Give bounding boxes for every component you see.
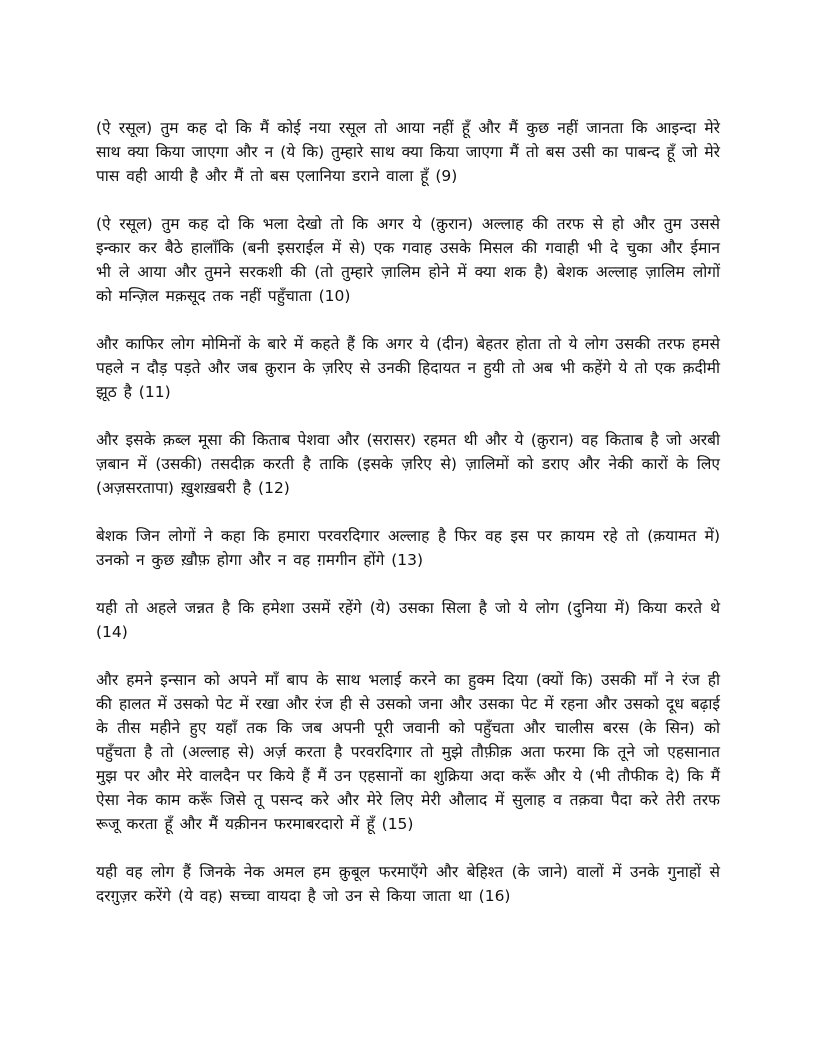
verse-paragraph-12: और इसके क़ब्ल मूसा की किताब पेशवा और (सरासर) रहमत थी और ये (क़ुरान) वह किताब है जो अरबी ज़बान में (उसकी) तसदीक़ करती है ताकि (इसके ज़रिए से) ज़ालिमों को डराए और नेकी कारों के लिए (अज़सरतापा) ख़ुशख़बरी है (12) (96, 431, 720, 497)
verse-text-block (96, 116, 720, 932)
verse-paragraph-13: बेशक जिन लोगों ने कहा कि हमारा परवरदिगार अल्लाह है फिर वह इस पर क़ायम रहे तो (क़यामत में) उनको न कुछ ख़ौफ़ होगा और न वह ग़मगीन होंगे (13) (96, 527, 720, 569)
verse-paragraph-15: और हमने इन्सान को अपने माँ बाप के साथ भलाई करने का हुक्म दिया (क्यों कि) उसकी माँ ने रंज ही की हालत में उसको पेट में रखा और रंज ही से उसको जना और उसका पेट में रहना और उसको दूध बढ़ाई के तीस महीने हुए यहाँ तक कि जब अपनी पूरी जवानी को पहुँचता और चालीस बरस (के सिन) को पहुँचता है तो (अल्लाह से) अर्ज़ करता है परवरदिगार तो मुझे तौफ़ीक़ अता फरमा कि तूने जो एहसानात मुझ पर और मेरे वालदैन पर किये हैं मैं उन एहसानों का शुक्रिया अदा करूँ और ये (भी तौफीक दे) कि मैं ऐसा नेक काम करूँ जिसे तू पसन्द करे और मेरे लिए मेरी औलाद में सुलाह व तक़वा पैदा करे तेरी तरफ रूजू करता हूँ और मैं यक़ीनन फरमाबरदारो में हूँ (15) (96, 671, 720, 833)
verse-paragraph-11: और काफिर लोग मोमिनों के बारे में कहते हैं कि अगर ये (दीन) बेहतर होता तो ये लोग उसकी तरफ हमसे पहले न दौड़ पड़ते और जब क़ुरान के ज़रिए से उनकी हिदायत न हुयी तो अब भी कहेंगे ये तो एक क़दीमी झूठ है (11) (96, 335, 720, 401)
verse-paragraph-9: (ऐ रसूल) तुम कह दो कि मैं कोई नया रसूल तो आया नहीं हूँ और मैं कुछ नहीं जानता कि आइन्दा मेरे साथ क्या किया जाएगा और न (ये कि) तुम्हारे साथ क्या किया जाएगा मैं तो बस उसी का पाबन्द हूँ जो मेरे पास वही आयी है और मैं तो बस एलानिया डराने वाला हूँ (9) (96, 119, 720, 185)
verse-paragraph-14: यही तो अहले जन्नत है कि हमेशा उसमें रहेंगे (ये) उसका सिला है जो ये लोग (दुनिया में) किया करते थे (14) (96, 599, 720, 641)
verse-paragraph-10: (ऐ रसूल) तुम कह दो कि भला देखो तो कि अगर ये (क़ुरान) अल्लाह की तरफ से हो और तुम उससे इन्कार कर बैठे हालाँकि (बनी इसराईल में से) एक गवाह उसके मिसल की गवाही भी दे चुका और ईमान भी ले आया और तुमने सरकशी की (तो तुम्हारे ज़ालिम होने में क्या शक है) बेशक अल्लाह ज़ालिम लोगों को मन्ज़िल मक़सूद तक नहीं पहुँचाता (10) (96, 215, 720, 305)
verse-paragraph-16: यही वह लोग हैं जिनके नेक अमल हम क़ुबूल फरमाएँगे और बेहिश्त (के जाने) वालों में उनके गुनाहों से दरग़ुज़र करेंगे (ये वह) सच्चा वायदा है जो उन से किया जाता था (16) (96, 863, 720, 905)
